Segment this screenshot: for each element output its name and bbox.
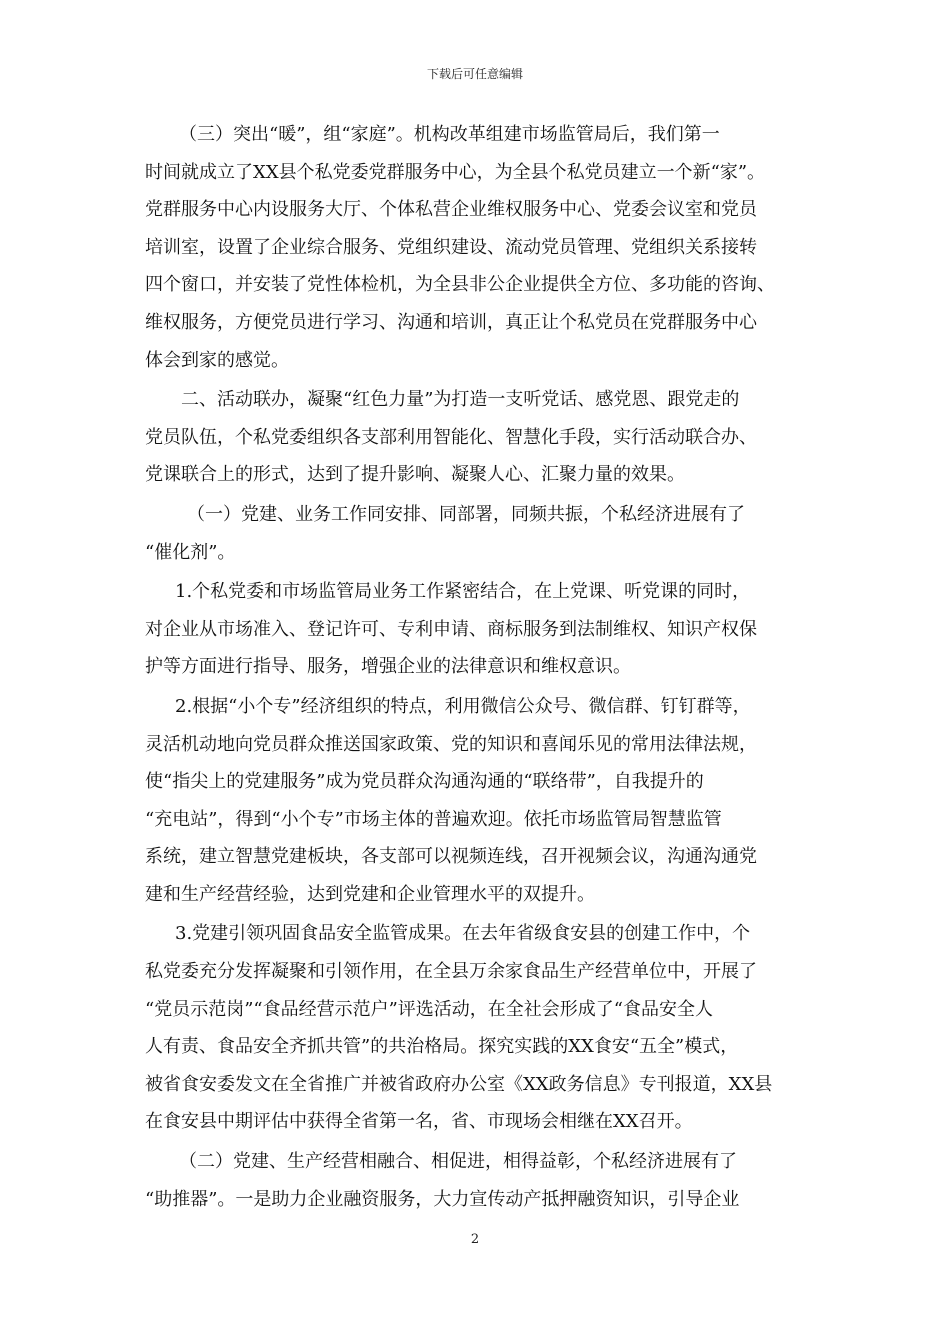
text-line: （二）党建、生产经营相融合、相促进，相得益彰，个私经济进展有了: [179, 1151, 737, 1173]
text-line: 私党委充分发挥凝聚和引领作用，在全县万余家食品生产经营单位中，开展了: [145, 961, 757, 983]
text-line: 党课联合上的形式，达到了提升影响、凝聚人心、汇聚力量的效果。: [145, 464, 685, 486]
text-line: 被省食安委发文在全省推广并被省政府办公室《XX政务信息》专刊报道，XX县: [145, 1073, 773, 1095]
text-line: “党员示范岗”“食品经营示范户”评选活动，在全社会形成了“食品安全人: [145, 998, 714, 1020]
text-line: 维权服务，方便党员进行学习、沟通和培训，真正让个私党员在党群服务中心: [145, 311, 757, 333]
document-body: [145, 116, 805, 1218]
text-line: 体会到家的感觉。: [145, 349, 289, 371]
text-line: 党群服务中心内设服务大厅、个体私营企业维权服务中心、党委会议室和党员: [145, 199, 757, 221]
text-line: “催化剂”。: [145, 541, 236, 563]
page-header: 下载后可任意编辑: [426, 67, 523, 81]
text-line: 系统，建立智慧党建板块，各支部可以视频连线，召开视频会议，沟通沟通党: [145, 846, 757, 868]
text-line: 时间就成立了XX县个私党委党群服务中心，为全县个私党员建立一个新“家”。: [145, 161, 766, 183]
text-line: 培训室，设置了企业综合服务、党组织建设、流动党员管理、党组织关系接转: [145, 236, 757, 258]
text-line: （三）突出“暖”，组“家庭”。机构改革组建市场监管局后，我们第一: [179, 124, 720, 145]
text-line: （一）党建、业务工作同安排、同部署，同频共振，个私经济进展有了: [187, 503, 745, 525]
text-line: “助推器”。一是助力企业融资服务，大力宣传动产抵押融资知识，引导企业: [145, 1188, 740, 1210]
text-line: 使“指尖上的党建服务”成为党员群众沟通沟通的“联络带”，自我提升的: [145, 771, 704, 793]
text-line: “充电站”，得到“小个专”市场主体的普遍欢迎。依托市场监管局智慧监管: [145, 808, 722, 830]
text-line: 建和生产经营经验，达到党建和企业管理水平的双提升。: [145, 883, 595, 905]
text-line: 3.党建引领巩固食品安全监管成果。在去年省级食安县的创建工作中，个: [175, 923, 751, 945]
text-line: 1.个私党委和市场监管局业务工作紧密结合，在上党课、听党课的同时，: [175, 581, 751, 603]
text-line: 人有责、食品安全齐抓共管”的共治格局。探究实践的XX食安“五全”模式，: [145, 1036, 739, 1058]
text-line: 二、活动联办，凝聚“红色力量”为打造一支听党话、感党恩、跟党走的: [181, 389, 740, 411]
text-line: 灵活机动地向党员群众推送国家政策、党的知识和喜闻乐见的常用法律法规，: [145, 733, 757, 755]
text-line: 四个窗口，并安装了党性体检机，为全县非公企业提供全方位、多功能的咨询、: [145, 274, 775, 296]
text-line: 对企业从市场准入、登记许可、专利申请、商标服务到法制维权、知识产权保: [145, 618, 757, 640]
text-line: 2.根据“小个专”经济组织的特点，利用微信公众号、微信群、钉钉群等，: [175, 695, 751, 717]
text-line: 党员队伍，个私党委组织各支部利用智能化、智慧化手段，实行活动联合办、: [145, 426, 757, 448]
text-line: 在食安县中期评估中获得全省第一名，省、市现场会相继在XX召开。: [145, 1111, 693, 1133]
text-line: 护等方面进行指导、服务，增强企业的法律意识和维权意识。: [145, 656, 631, 678]
page-number: 2: [470, 1232, 480, 1247]
